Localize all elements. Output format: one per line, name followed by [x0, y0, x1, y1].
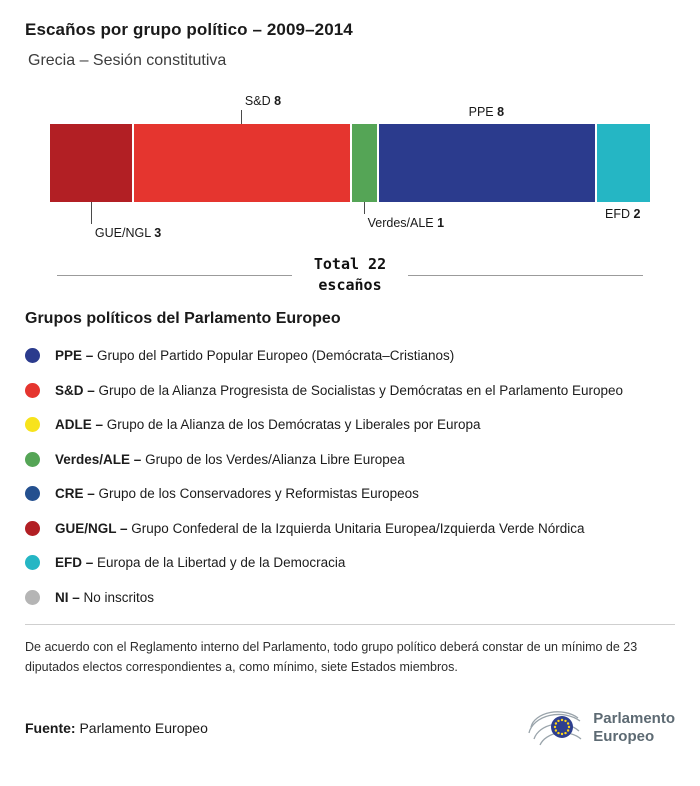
legend-item-ni [25, 590, 675, 606]
chart-area [50, 94, 650, 240]
group-abbr-sd: S&D – [55, 382, 95, 398]
cre-color-dot [25, 486, 40, 501]
efd-color-dot [25, 555, 40, 570]
stacked-bar [50, 124, 650, 202]
group-abbr-gue-ngl: GUE/NGL – [55, 520, 128, 536]
source-line [25, 720, 208, 736]
parliament-logo [526, 703, 675, 754]
group-desc-cre: Grupo de los Conservadores y Reformistas Europeos [98, 486, 419, 502]
bar-label-s-d: S&D 8 [244, 94, 282, 108]
group-abbr-ppe: PPE – [55, 348, 94, 363]
group-abbr-verdes-ale: Verdes/ALE – [55, 451, 142, 467]
legend-list [25, 348, 675, 605]
footnote-divider [25, 624, 675, 625]
source-value: Parlamento Europeo [79, 720, 208, 737]
logo-wordmark [593, 710, 675, 748]
group-abbr-cre: CRE – [55, 486, 95, 502]
group-abbr-efd: EFD – [55, 555, 94, 571]
legend-item-sd [25, 383, 675, 399]
bar-segment-s-d[interactable] [132, 124, 350, 202]
label-connector-verdes-ale [364, 202, 365, 214]
group-abbr-ni: NI – [55, 589, 80, 605]
legend-item-efd [25, 555, 675, 571]
ppe-color-dot [25, 348, 40, 363]
bar-segment-verdes-ale[interactable] [350, 124, 377, 202]
legend-item-ppe [25, 348, 675, 364]
bar-segment-ppe[interactable] [377, 124, 595, 202]
logo-wordmark-line1: Parlamento [593, 709, 675, 727]
verdes-ale-color-dot [25, 452, 40, 467]
legend-item-adle [25, 417, 675, 433]
group-desc-gue-ngl: Grupo Confederal de la Izquierda Unitaria Europea/Izquierda Verde Nórdica [131, 520, 585, 536]
adle-color-dot [25, 417, 40, 432]
page-subtitle: Grecia – Sesión constitutiva [28, 52, 227, 69]
legend-item-verdes-ale [25, 452, 675, 468]
legend-heading: Grupos políticos del Parlamento Europeo [25, 310, 341, 327]
total-seats-line1: Total 22 [313, 255, 387, 273]
group-desc-efd: Europa de la Libertad y de la Democracia [97, 555, 346, 571]
total-seats-line2: escaños [318, 276, 382, 294]
parliament-hemicycle-icon [526, 703, 584, 754]
footnote-text: De acuerdo con el Reglamento interno del Parlamento, todo grupo político deberá constar de un mínimo de 23 diputados electos correspondientes a, como mínimo, siete Estados miembros. [25, 640, 638, 674]
bar-label-efd: EFD 2 [605, 207, 641, 221]
header [25, 20, 675, 70]
seats-chart [50, 94, 650, 240]
bar-segment-efd[interactable] [595, 124, 650, 202]
gue-ngl-color-dot [25, 521, 40, 536]
group-desc-adle: Grupo de la Alianza de los Demócratas y Liberales por Europa [106, 417, 481, 433]
total-row [57, 254, 643, 296]
page-title: Escaños por grupo político – 2009–2014 [25, 20, 353, 39]
legend-item-gue-ngl [25, 521, 675, 537]
legend-item-cre [25, 486, 675, 502]
total-seats-label [292, 254, 408, 296]
group-desc-sd: Grupo de la Alianza Progresista de Socialistas y Demócratas en el Parlamento Europeo [98, 382, 624, 398]
total-divider-right [408, 275, 643, 276]
group-desc-verdes-ale: Grupo de los Verdes/Alianza Libre Europea [145, 451, 405, 467]
bar-segment-gue-ngl[interactable] [50, 124, 132, 202]
group-abbr-adle: ADLE – [55, 417, 104, 433]
group-desc-ni: No inscritos [83, 589, 155, 605]
logo-wordmark-line2: Europeo [593, 728, 655, 746]
footer [25, 703, 675, 754]
sd-color-dot [25, 383, 40, 398]
group-desc-ppe: Grupo del Partido Popular Europeo (Demócrata–Cristianos) [97, 348, 455, 363]
bar-label-gue-ngl: GUE/NGL 3 [94, 226, 162, 240]
ni-color-dot [25, 590, 40, 605]
total-divider-left [57, 275, 292, 276]
label-connector-s-d [241, 110, 242, 124]
bar-label-ppe: PPE 8 [468, 105, 505, 119]
bar-label-verdes-ale: Verdes/ALE 1 [367, 216, 445, 230]
label-connector-gue-ngl [91, 202, 92, 224]
source-label: Fuente: [25, 720, 76, 737]
